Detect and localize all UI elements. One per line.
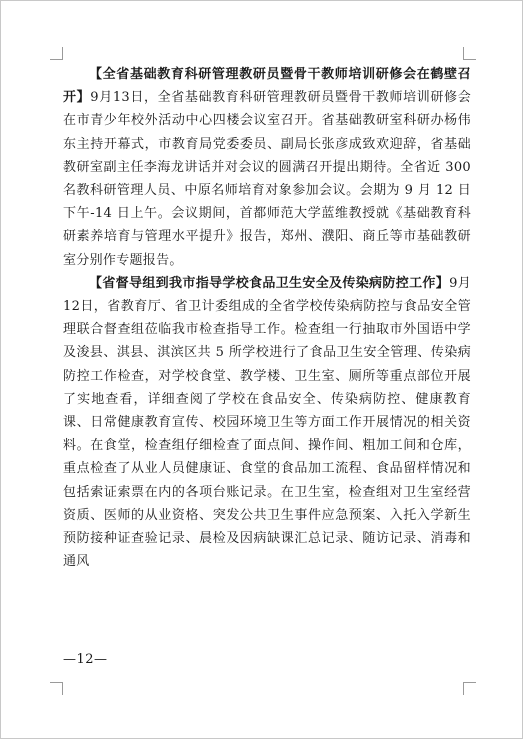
crop-mark-top-left <box>50 47 63 60</box>
crop-mark-top-right <box>463 47 476 60</box>
news-heading-1: 【全省基础教育科研管理教研员暨骨干教师培训研修会在鹤壁召开】 <box>63 67 471 106</box>
crop-mark-bottom-right <box>463 682 476 695</box>
news-paragraph-1 <box>63 63 471 272</box>
news-paragraph-2 <box>63 272 471 574</box>
crop-mark-bottom-left <box>50 682 63 695</box>
page-content <box>63 63 471 573</box>
news-heading-2: 【省督导组到我市指导学校食品卫生安全及传染病防控工作】 <box>89 275 450 291</box>
news-body-2: 9月12日，省教育厅、省卫计委组成的全省学校传染病防控与食品安全管理联合督查组莅临我市检查指导工作。检查组一行抽取市外国语中学及浚县、淇县、淇滨区共 5 所学校进行了食品卫生安全管理、传染病防控工作检查，对学校食堂、教学楼、卫生室、厕所等重点部位开展了实地查看，详细查阅了学校在食品安全、传染病防控、健康教育课、日常健康教育宣传、校园环境卫生等方面工作开展情况的相关资料。在食堂，检查组仔细检查了面点间、操作间、粗加工间和仓库，重点检查了从业人员健康证、食堂的食品加工流程、食品留样情况和包括索证索票在内的各项台账记录。在卫生室，检查组对卫生室经营资质、医师的从业资格、突发公共卫生事件应急预案、入托入学新生预防接种证查验记录、晨检及因病缺课汇总记录、随访记录、消毒和通风 <box>63 275 472 570</box>
page-number: —12— <box>63 652 108 667</box>
news-body-1: 9月13日，全省基础教育科研管理教研员暨骨干教师培训研修会在市青少年校外活动中心四楼会议室召开。省基础教研室科研办杨伟东主持开幕式，市教育局党委委员、副局长张彦成致欢迎辞，省基础教研室副主任李海龙讲话并对会议的圆满召开提出期待。全省近 300 名教科研管理人员、中原名师培育对象参加会议。会期为 9 月 12 日下午-14 日上午。会议期间，首都师范大学蓝维教授就《基础教育科研素养培育与管理水平提升》报告，郑州、濮阳、商丘等市基础教研室分别作专题报告。 <box>63 90 471 268</box>
